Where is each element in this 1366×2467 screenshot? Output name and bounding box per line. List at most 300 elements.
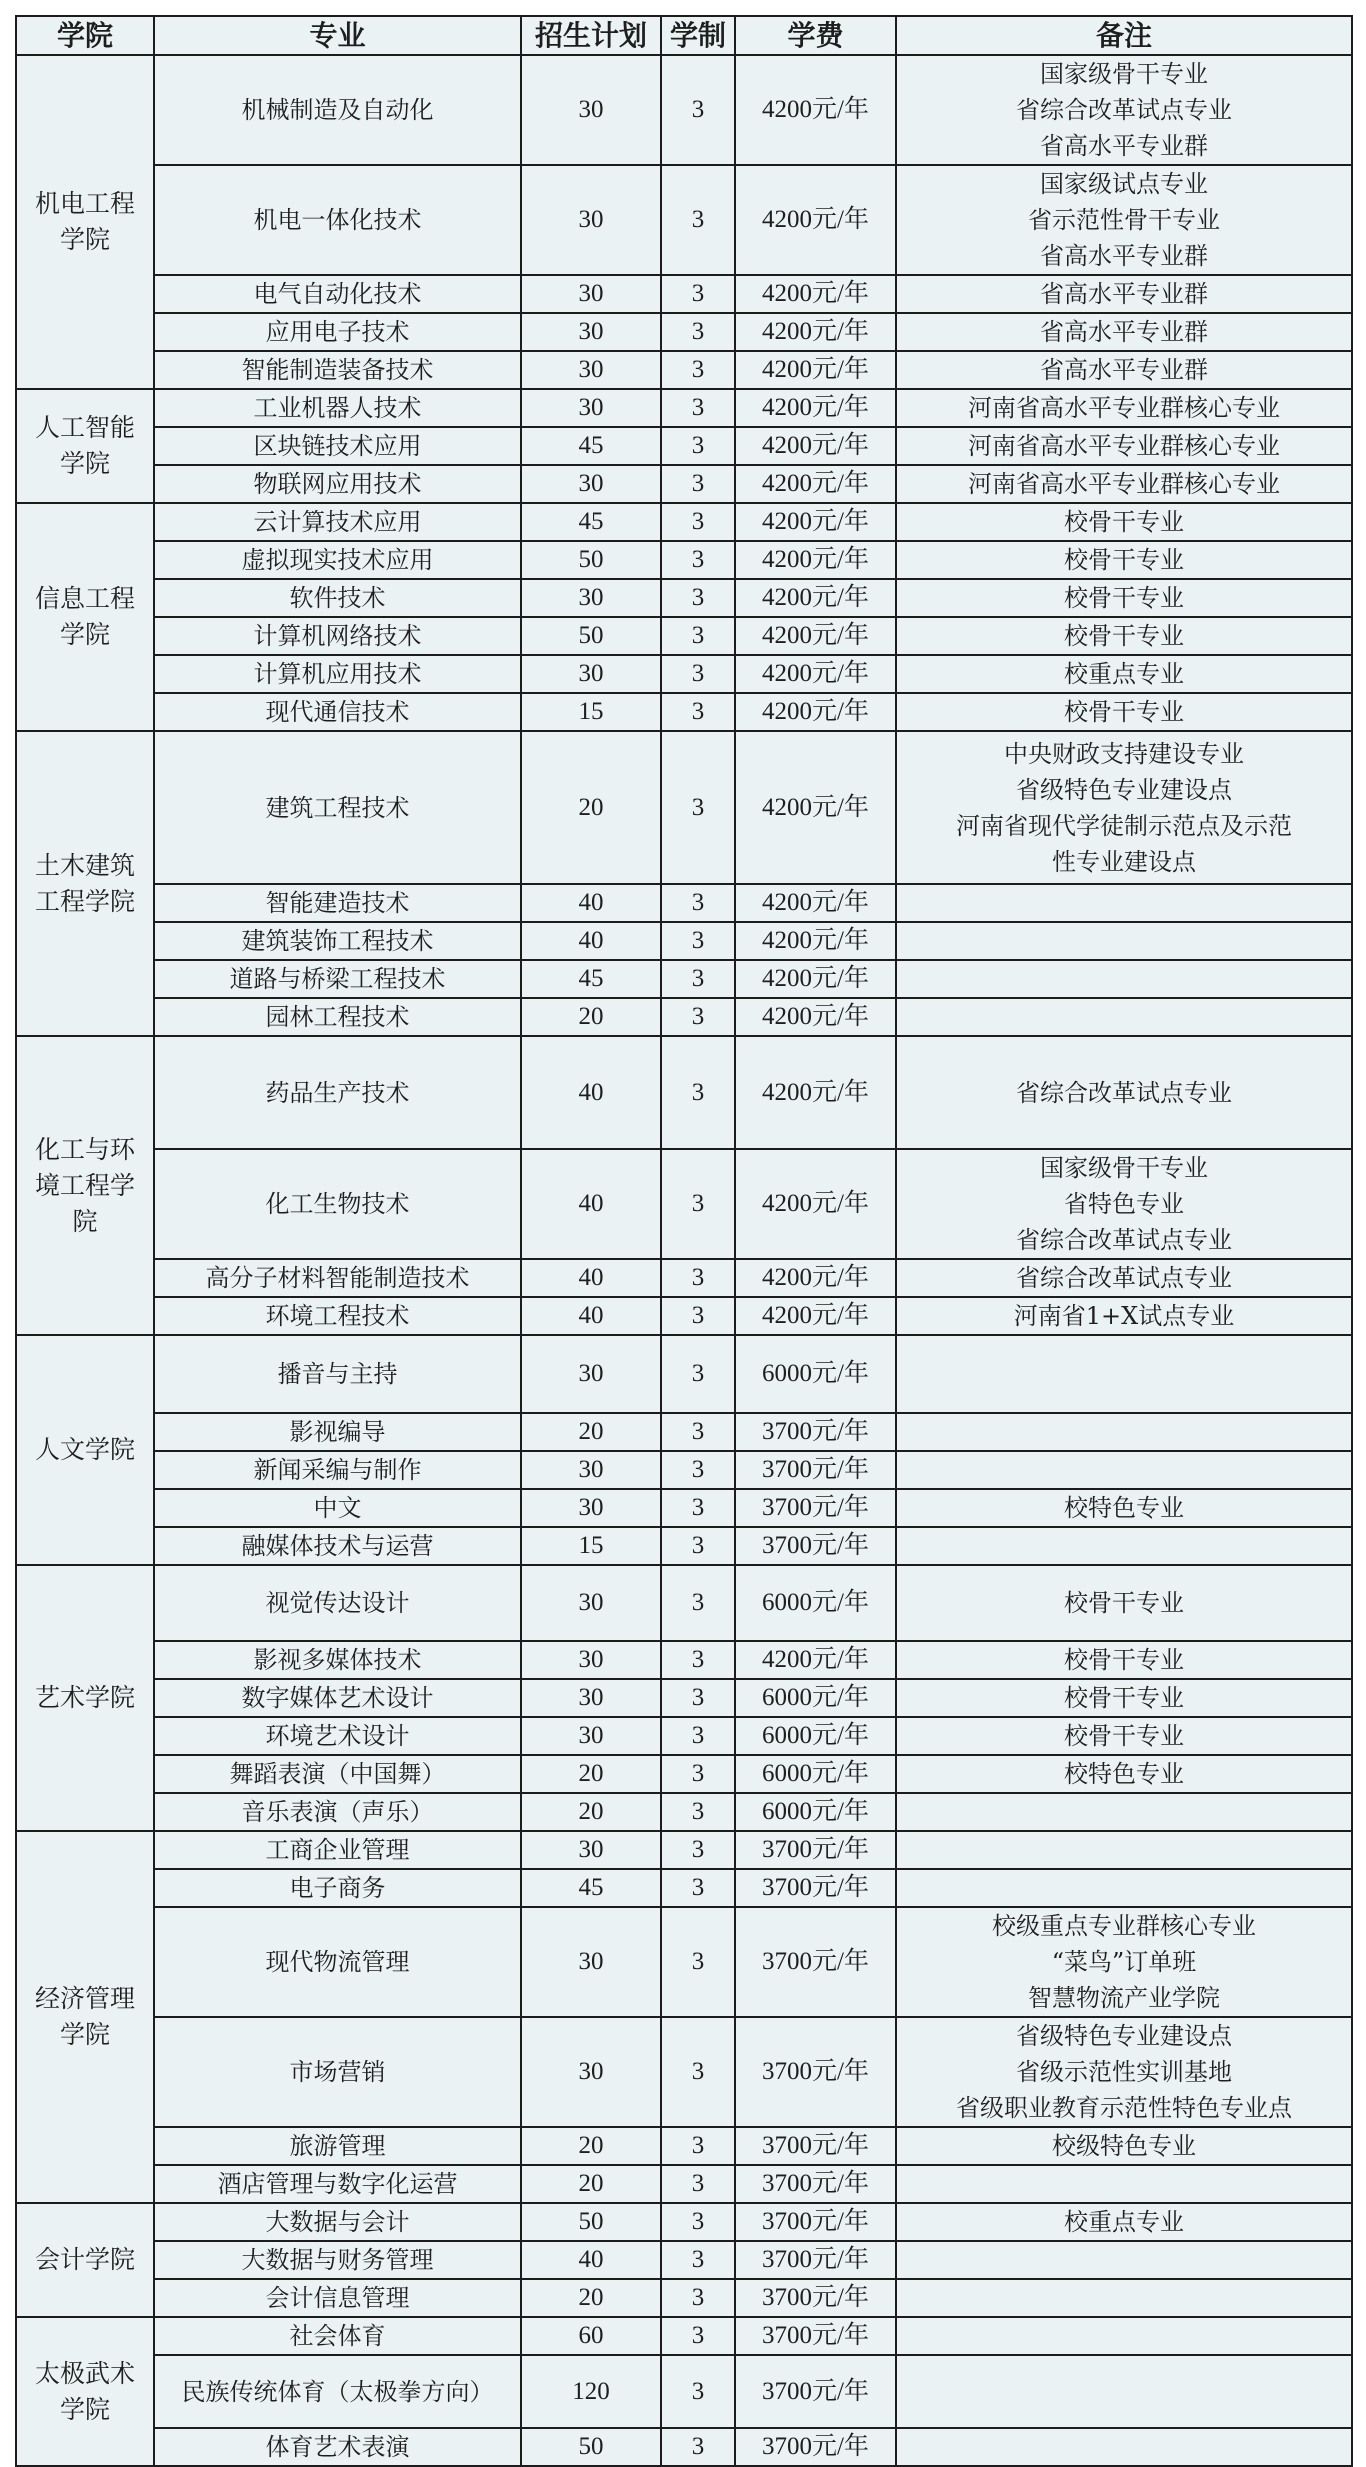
duration-cell: 3	[661, 1641, 735, 1679]
table-row	[16, 1869, 1352, 1907]
notes-cell	[896, 275, 1352, 313]
tuition-cell: 4200元/年	[735, 465, 896, 503]
enrollment-plan-cell: 20	[521, 1793, 661, 1831]
tuition-cell: 4200元/年	[735, 1149, 896, 1259]
note-line: 省高水平专业群	[1040, 132, 1208, 160]
table-row	[16, 1907, 1352, 2017]
tuition-cell: 4200元/年	[735, 55, 896, 165]
enrollment-plan-cell: 20	[521, 731, 661, 884]
major-cell: 电气自动化技术	[154, 275, 521, 313]
notes-cell	[896, 1755, 1352, 1793]
table-row	[16, 1259, 1352, 1297]
notes-cell	[896, 617, 1352, 655]
enrollment-plan-cell: 30	[521, 275, 661, 313]
duration-cell: 3	[661, 2241, 735, 2279]
major-cell: 建筑工程技术	[154, 731, 521, 884]
tuition-cell: 4200元/年	[735, 1259, 896, 1297]
enrollment-plan-cell: 20	[521, 1413, 661, 1451]
table-row	[16, 541, 1352, 579]
table-row	[16, 1489, 1352, 1527]
duration-cell: 3	[661, 165, 735, 275]
notes-cell	[896, 922, 1352, 960]
college-name-line: 经济管理	[34, 1984, 135, 2013]
duration-cell: 3	[661, 617, 735, 655]
notes-cell	[896, 55, 1352, 165]
note-line: 省高水平专业群	[1040, 356, 1208, 384]
college-cell	[16, 1036, 154, 1335]
enrollment-plan-cell: 50	[521, 617, 661, 655]
enrollment-plan-cell: 40	[521, 1036, 661, 1149]
duration-cell: 3	[661, 427, 735, 465]
note-line: 河南省现代学徒制示范点及示范	[956, 811, 1292, 840]
enrollment-plan-cell: 30	[521, 1907, 661, 2017]
major-cell: 旅游管理	[154, 2127, 521, 2165]
note-line: 省高水平专业群	[1040, 242, 1208, 270]
major-cell: 现代物流管理	[154, 1907, 521, 2017]
tuition-cell: 4200元/年	[735, 884, 896, 922]
college-cell	[16, 389, 154, 503]
table-row	[16, 1831, 1352, 1869]
notes-cell	[896, 427, 1352, 465]
enrollment-plan-cell: 30	[521, 1335, 661, 1413]
table-row	[16, 617, 1352, 655]
duration-cell: 3	[661, 1527, 735, 1565]
duration-cell: 3	[661, 2127, 735, 2165]
table-row	[16, 275, 1352, 313]
notes-cell	[896, 1297, 1352, 1335]
enrollment-plan-cell: 30	[521, 165, 661, 275]
major-cell: 播音与主持	[154, 1335, 521, 1413]
table-row	[16, 1793, 1352, 1831]
notes-cell	[896, 2279, 1352, 2317]
enrollment-plan-cell: 40	[521, 1149, 661, 1259]
major-cell: 融媒体技术与运营	[154, 1527, 521, 1565]
college-cell	[16, 1335, 154, 1565]
notes-cell	[896, 2241, 1352, 2279]
note-line: 省示范性骨干专业	[1028, 206, 1220, 234]
college-name-line: 土木建筑	[34, 850, 135, 880]
major-cell: 体育艺术表演	[154, 2428, 521, 2466]
notes-cell	[896, 960, 1352, 998]
college-name-line: 艺术学院	[34, 1683, 135, 1712]
notes-cell	[896, 1036, 1352, 1149]
duration-cell: 3	[661, 1755, 735, 1793]
duration-cell: 3	[661, 1335, 735, 1413]
tuition-cell: 4200元/年	[735, 313, 896, 351]
enrollment-plan-cell: 30	[521, 1679, 661, 1717]
tuition-cell: 3700元/年	[735, 1907, 896, 2017]
note-line: 校骨干专业	[1064, 622, 1184, 650]
duration-cell: 3	[661, 579, 735, 617]
table-header-row	[16, 16, 1352, 55]
duration-cell: 3	[661, 1565, 735, 1641]
tuition-cell: 4200元/年	[735, 541, 896, 579]
duration-cell: 3	[661, 1869, 735, 1907]
header-enrollment-plan: 招生计划	[521, 16, 661, 55]
major-cell: 区块链技术应用	[154, 427, 521, 465]
note-line: 河南省高水平专业群核心专业	[968, 470, 1280, 498]
notes-cell	[896, 1413, 1352, 1451]
tuition-cell: 6000元/年	[735, 1717, 896, 1755]
table-row	[16, 2165, 1352, 2203]
header-duration: 学制	[661, 16, 735, 55]
table-row	[16, 655, 1352, 693]
note-line: 国家级骨干专业	[1040, 1154, 1208, 1182]
header-college: 学院	[16, 16, 154, 55]
enrollment-plan-cell: 30	[521, 655, 661, 693]
table-row	[16, 579, 1352, 617]
enrollment-plan-cell: 20	[521, 2165, 661, 2203]
table-row	[16, 2017, 1352, 2127]
notes-cell	[896, 655, 1352, 693]
duration-cell: 3	[661, 2317, 735, 2355]
notes-cell	[896, 1489, 1352, 1527]
table-row	[16, 1527, 1352, 1565]
major-cell: 软件技术	[154, 579, 521, 617]
table-body	[16, 55, 1352, 2466]
enrollment-plan-cell: 45	[521, 1869, 661, 1907]
notes-cell	[896, 313, 1352, 351]
duration-cell: 3	[661, 2017, 735, 2127]
table-row	[16, 960, 1352, 998]
tuition-cell: 3700元/年	[735, 2241, 896, 2279]
college-name-line: 院	[72, 1206, 98, 1236]
table-row	[16, 1297, 1352, 1335]
enrollment-plan-cell: 30	[521, 351, 661, 389]
table-row	[16, 1413, 1352, 1451]
table-row	[16, 465, 1352, 503]
duration-cell: 3	[661, 1679, 735, 1717]
enrollment-plan-cell: 30	[521, 1717, 661, 1755]
college-name-line: 学院	[59, 620, 110, 649]
duration-cell: 3	[661, 2165, 735, 2203]
table-row	[16, 2241, 1352, 2279]
note-line: 国家级骨干专业	[1040, 60, 1208, 88]
note-line: 校骨干专业	[1064, 1722, 1184, 1750]
header-notes: 备注	[896, 16, 1352, 55]
tuition-cell: 3700元/年	[735, 2165, 896, 2203]
duration-cell: 3	[661, 313, 735, 351]
note-line: 校骨干专业	[1064, 546, 1184, 574]
enrollment-plan-cell: 40	[521, 1259, 661, 1297]
college-cell	[16, 1831, 154, 2203]
notes-cell	[896, 2017, 1352, 2127]
major-cell: 工业机器人技术	[154, 389, 521, 427]
note-line: 校级重点专业群核心专业	[992, 1912, 1256, 1940]
major-cell: 智能建造技术	[154, 884, 521, 922]
table-row	[16, 2428, 1352, 2466]
major-cell: 药品生产技术	[154, 1036, 521, 1149]
enrollment-plan-cell: 30	[521, 389, 661, 427]
tuition-cell: 6000元/年	[735, 1335, 896, 1413]
table-row	[16, 2355, 1352, 2428]
note-line: 校级特色专业	[1052, 2132, 1196, 2160]
major-cell: 影视编导	[154, 1413, 521, 1451]
major-cell: 机电一体化技术	[154, 165, 521, 275]
notes-cell	[896, 1869, 1352, 1907]
college-name-line: 人工智能	[34, 413, 135, 442]
note-line: 校特色专业	[1064, 1760, 1184, 1788]
enrollment-plan-cell: 50	[521, 541, 661, 579]
major-cell: 新闻采编与制作	[154, 1451, 521, 1489]
duration-cell: 3	[661, 693, 735, 731]
major-cell: 大数据与财务管理	[154, 2241, 521, 2279]
duration-cell: 3	[661, 465, 735, 503]
major-cell: 视觉传达设计	[154, 1565, 521, 1641]
tuition-cell: 3700元/年	[735, 2428, 896, 2466]
notes-cell	[896, 389, 1352, 427]
note-line: 河南省1+X试点专业	[1013, 1302, 1235, 1330]
college-cell	[16, 2317, 154, 2466]
tuition-cell: 3700元/年	[735, 2355, 896, 2428]
table-row	[16, 884, 1352, 922]
major-cell: 社会体育	[154, 2317, 521, 2355]
tuition-cell: 4200元/年	[735, 731, 896, 884]
enrollment-plan-cell: 40	[521, 2241, 661, 2279]
tuition-cell: 3700元/年	[735, 2317, 896, 2355]
tuition-cell: 3700元/年	[735, 1489, 896, 1527]
note-line: 省综合改革试点专业	[1016, 1078, 1232, 1107]
tuition-cell: 6000元/年	[735, 1565, 896, 1641]
note-line: 校特色专业	[1064, 1494, 1184, 1522]
enrollment-plan-cell: 30	[521, 1641, 661, 1679]
major-cell: 影视多媒体技术	[154, 1641, 521, 1679]
enrollment-plan-cell: 45	[521, 503, 661, 541]
duration-cell: 3	[661, 275, 735, 313]
college-name-line: 太极武术	[34, 2358, 135, 2388]
enrollment-plan-table-container	[15, 15, 1351, 2467]
tuition-cell: 3700元/年	[735, 2017, 896, 2127]
enrollment-plan-cell: 120	[521, 2355, 661, 2428]
table-row	[16, 503, 1352, 541]
note-line: 智慧物流产业学院	[1028, 1984, 1220, 2012]
duration-cell: 3	[661, 1036, 735, 1149]
college-name-line: 会计学院	[34, 2245, 135, 2274]
note-line: 校骨干专业	[1064, 1684, 1184, 1712]
notes-cell	[896, 2317, 1352, 2355]
major-cell: 数字媒体艺术设计	[154, 1679, 521, 1717]
notes-cell	[896, 1793, 1352, 1831]
tuition-cell: 4200元/年	[735, 1641, 896, 1679]
notes-cell	[896, 2203, 1352, 2241]
tuition-cell: 4200元/年	[735, 1036, 896, 1149]
college-name-line: 化工与环	[34, 1134, 135, 1164]
tuition-cell: 3700元/年	[735, 2203, 896, 2241]
duration-cell: 3	[661, 541, 735, 579]
duration-cell: 3	[661, 2279, 735, 2317]
notes-cell	[896, 731, 1352, 884]
major-cell: 虚拟现实技术应用	[154, 541, 521, 579]
enrollment-plan-table	[15, 15, 1353, 2467]
enrollment-plan-cell: 30	[521, 579, 661, 617]
table-row	[16, 2317, 1352, 2355]
enrollment-plan-cell: 30	[521, 313, 661, 351]
notes-cell	[896, 579, 1352, 617]
major-cell: 酒店管理与数字化运营	[154, 2165, 521, 2203]
tuition-cell: 4200元/年	[735, 617, 896, 655]
notes-cell	[896, 2165, 1352, 2203]
major-cell: 音乐表演（声乐）	[154, 1793, 521, 1831]
duration-cell: 3	[661, 1793, 735, 1831]
duration-cell: 3	[661, 1831, 735, 1869]
tuition-cell: 6000元/年	[735, 1755, 896, 1793]
notes-cell	[896, 1149, 1352, 1259]
tuition-cell: 4200元/年	[735, 165, 896, 275]
college-name-line: 学院	[59, 449, 110, 478]
notes-cell	[896, 2127, 1352, 2165]
duration-cell: 3	[661, 351, 735, 389]
enrollment-plan-cell: 60	[521, 2317, 661, 2355]
notes-cell	[896, 1451, 1352, 1489]
note-line: “菜鸟”订单班	[1051, 1948, 1197, 1976]
enrollment-plan-cell: 20	[521, 998, 661, 1036]
note-line: 省级示范性实训基地	[1016, 2058, 1232, 2086]
table-row	[16, 2127, 1352, 2165]
table-row	[16, 1755, 1352, 1793]
table-row	[16, 2203, 1352, 2241]
notes-cell	[896, 2428, 1352, 2466]
duration-cell: 3	[661, 503, 735, 541]
table-row	[16, 351, 1352, 389]
notes-cell	[896, 351, 1352, 389]
college-name-line: 工程学院	[34, 886, 135, 916]
duration-cell: 3	[661, 2203, 735, 2241]
duration-cell: 3	[661, 2355, 735, 2428]
duration-cell: 3	[661, 1451, 735, 1489]
college-name-line: 学院	[59, 2394, 110, 2424]
major-cell: 物联网应用技术	[154, 465, 521, 503]
enrollment-plan-cell: 20	[521, 1755, 661, 1793]
college-cell	[16, 55, 154, 389]
college-name-line: 机电工程	[34, 189, 135, 218]
tuition-cell: 4200元/年	[735, 693, 896, 731]
note-line: 省级职业教育示范性特色专业点	[956, 2094, 1292, 2122]
table-row	[16, 731, 1352, 884]
duration-cell: 3	[661, 1149, 735, 1259]
major-cell: 电子商务	[154, 1869, 521, 1907]
table-row	[16, 1335, 1352, 1413]
duration-cell: 3	[661, 655, 735, 693]
college-name-line: 境工程学	[34, 1170, 135, 1200]
note-line: 省级特色专业建设点	[1016, 775, 1232, 804]
major-cell: 现代通信技术	[154, 693, 521, 731]
enrollment-plan-cell: 50	[521, 2203, 661, 2241]
table-row	[16, 165, 1352, 275]
note-line: 省级特色专业建设点	[1016, 2022, 1232, 2050]
major-cell: 环境艺术设计	[154, 1717, 521, 1755]
tuition-cell: 3700元/年	[735, 1869, 896, 1907]
header-tuition: 学费	[735, 16, 896, 55]
table-row	[16, 55, 1352, 165]
tuition-cell: 4200元/年	[735, 427, 896, 465]
notes-cell	[896, 1641, 1352, 1679]
tuition-cell: 4200元/年	[735, 351, 896, 389]
table-row	[16, 922, 1352, 960]
major-cell: 智能制造装备技术	[154, 351, 521, 389]
major-cell: 高分子材料智能制造技术	[154, 1259, 521, 1297]
note-line: 校重点专业	[1064, 2208, 1184, 2236]
notes-cell	[896, 165, 1352, 275]
note-line: 性专业建设点	[1052, 847, 1196, 876]
notes-cell	[896, 1717, 1352, 1755]
duration-cell: 3	[661, 998, 735, 1036]
note-line: 河南省高水平专业群核心专业	[968, 432, 1280, 460]
major-cell: 大数据与会计	[154, 2203, 521, 2241]
major-cell: 民族传统体育（太极拳方向）	[154, 2355, 521, 2428]
duration-cell: 3	[661, 1717, 735, 1755]
notes-cell	[896, 998, 1352, 1036]
note-line: 校骨干专业	[1064, 584, 1184, 612]
enrollment-plan-cell: 30	[521, 1451, 661, 1489]
tuition-cell: 6000元/年	[735, 1793, 896, 1831]
notes-cell	[896, 1259, 1352, 1297]
major-cell: 计算机网络技术	[154, 617, 521, 655]
table-row	[16, 313, 1352, 351]
notes-cell	[896, 1565, 1352, 1641]
major-cell: 市场营销	[154, 2017, 521, 2127]
duration-cell: 3	[661, 922, 735, 960]
duration-cell: 3	[661, 1907, 735, 2017]
major-cell: 建筑装饰工程技术	[154, 922, 521, 960]
major-cell: 中文	[154, 1489, 521, 1527]
tuition-cell: 3700元/年	[735, 1527, 896, 1565]
major-cell: 计算机应用技术	[154, 655, 521, 693]
enrollment-plan-cell: 30	[521, 1565, 661, 1641]
table-row	[16, 1451, 1352, 1489]
college-cell	[16, 731, 154, 1036]
notes-cell	[896, 465, 1352, 503]
notes-cell	[896, 503, 1352, 541]
table-row	[16, 998, 1352, 1036]
tuition-cell: 3700元/年	[735, 2127, 896, 2165]
duration-cell: 3	[661, 1413, 735, 1451]
note-line: 省高水平专业群	[1040, 318, 1208, 346]
tuition-cell: 4200元/年	[735, 389, 896, 427]
table-row	[16, 1679, 1352, 1717]
duration-cell: 3	[661, 960, 735, 998]
note-line: 省综合改革试点专业	[1016, 1264, 1232, 1292]
table-row	[16, 1565, 1352, 1641]
major-cell: 道路与桥梁工程技术	[154, 960, 521, 998]
duration-cell: 3	[661, 389, 735, 427]
college-name-line: 学院	[59, 225, 110, 254]
duration-cell: 3	[661, 1297, 735, 1335]
major-cell: 舞蹈表演（中国舞）	[154, 1755, 521, 1793]
major-cell: 应用电子技术	[154, 313, 521, 351]
note-line: 校重点专业	[1064, 660, 1184, 688]
enrollment-plan-cell: 45	[521, 427, 661, 465]
header-major: 专业	[154, 16, 521, 55]
note-line: 校骨干专业	[1064, 1589, 1184, 1617]
tuition-cell: 6000元/年	[735, 1679, 896, 1717]
tuition-cell: 4200元/年	[735, 922, 896, 960]
notes-cell	[896, 1527, 1352, 1565]
major-cell: 园林工程技术	[154, 998, 521, 1036]
tuition-cell: 4200元/年	[735, 960, 896, 998]
duration-cell: 3	[661, 731, 735, 884]
note-line: 国家级试点专业	[1040, 170, 1208, 198]
duration-cell: 3	[661, 55, 735, 165]
notes-cell	[896, 693, 1352, 731]
notes-cell	[896, 2355, 1352, 2428]
enrollment-plan-cell: 30	[521, 55, 661, 165]
duration-cell: 3	[661, 884, 735, 922]
tuition-cell: 4200元/年	[735, 1297, 896, 1335]
duration-cell: 3	[661, 1489, 735, 1527]
note-line: 省特色专业	[1064, 1190, 1184, 1218]
tuition-cell: 4200元/年	[735, 503, 896, 541]
note-line: 河南省高水平专业群核心专业	[968, 394, 1280, 422]
